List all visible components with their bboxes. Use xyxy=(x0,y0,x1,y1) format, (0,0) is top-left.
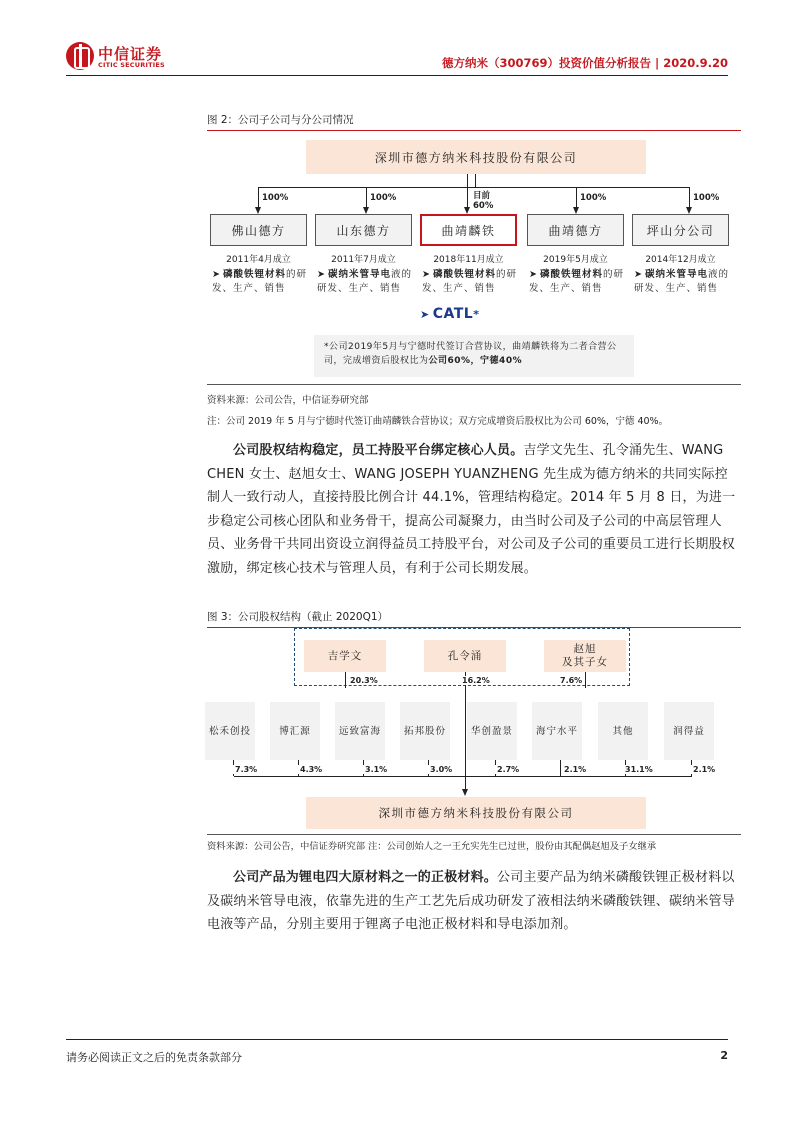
holding-pct: 20.3% xyxy=(350,676,378,685)
founding-date: 2011年7月成立 xyxy=(331,255,396,265)
connector xyxy=(345,672,346,688)
catl-logo: ➤ CATL* xyxy=(420,306,480,322)
company-box: 深圳市德方纳米科技股份有限公司 xyxy=(306,797,646,829)
arrow-down-icon xyxy=(255,207,261,214)
chevron-right-icon: ➤ xyxy=(529,269,538,280)
founding-date: 2011年4月成立 xyxy=(226,255,291,265)
business-description: ➤ 碳纳米管导电液的研发、生产、销售 xyxy=(317,269,412,294)
holding-pct: 4.3% xyxy=(300,765,323,774)
paragraph-products: 公司产品为锂电四大原材料之一的正极材料。公司主要产品为纳米磷酸铁锂正极材料以及碳纳米管导电液，依靠先进的生产工艺先后成功研发了液相法纳米磷酸铁锂、碳纳米管导电液等产品，分别主要用于锂离子电池正极材料和导电添加剂。 xyxy=(207,870,736,932)
holding-pct: 2.1% xyxy=(564,765,587,774)
paragraph-equity-structure: 公司股权结构稳定，员工持股平台绑定核心人员。吉学文先生、孔令涌先生、WANG CHEN 女士、赵旭女士、WANG JOSEPH YUANZHENG 先生成为德方纳米的共同实际控制人一致行动人，直接持股比例合计 44.1%，管理结构稳定。2014 年 5 月 8 日，为进一步稳定公司核心团队和业务骨干，提高公司凝聚力，由当时公司及子公司的中高层管理人员、业务骨干共同出资设立润得益员工持股平台，对公司及子公司的重要员工进行长期股权激励，绑定核心技术与管理人员，有利于公司长期发展。 xyxy=(207,443,736,576)
chevron-right-icon: ➤ xyxy=(420,308,430,321)
holding-pct: 2.1% xyxy=(693,765,716,774)
ownership-pct: 100% xyxy=(693,193,720,203)
subsidiary-box: 曲靖德方 xyxy=(527,214,624,246)
shareholder-box: 其他 xyxy=(598,702,648,760)
chevron-right-icon: ➤ xyxy=(634,269,643,280)
arrow-down-icon xyxy=(686,207,692,214)
connector xyxy=(560,760,561,776)
figure-divider xyxy=(207,834,741,835)
holding-pct: 3.1% xyxy=(365,765,388,774)
holding-pct: 16.2% xyxy=(462,676,490,685)
connector xyxy=(475,174,476,188)
ownership-pct: 目前 xyxy=(473,191,491,201)
connector xyxy=(258,187,259,207)
holding-pct: 3.0% xyxy=(430,765,453,774)
shareholder-box: 博汇源 xyxy=(270,702,320,760)
connector xyxy=(585,672,586,688)
business-description: ➤ 磷酸铁锂材料的研发、生产、销售 xyxy=(529,269,624,294)
founding-date: 2019年5月成立 xyxy=(543,255,608,265)
connector xyxy=(258,187,690,188)
shareholder-box: 润得益 xyxy=(664,702,714,760)
subsidiary-box: 山东德方 xyxy=(315,214,412,246)
founding-date: 2018年11月成立 xyxy=(433,255,504,265)
ownership-pct: 100% xyxy=(580,193,607,203)
page-number: 2 xyxy=(720,1049,728,1062)
logo-chinese-name: 中信证券 xyxy=(98,45,163,63)
arrow-down-icon xyxy=(363,207,369,214)
connector xyxy=(467,174,468,207)
arrow-down-icon xyxy=(464,207,470,214)
holding-pct: 31.1% xyxy=(625,765,653,774)
shareholder-box: 拓邦股份 xyxy=(400,702,450,760)
page-header xyxy=(66,38,728,76)
subsidiary-box: 佛山德方 xyxy=(210,214,307,246)
holding-pct: 2.7% xyxy=(497,765,520,774)
figure-2-footnote: 注：公司 2019 年 5 月与宁德时代签订曲靖麟铁合营协议；双方完成增资后股权比为公司 60%，宁德 40%。 xyxy=(207,416,669,427)
branch-box: 坪山分公司 xyxy=(632,214,729,246)
business-description: ➤ 磷酸铁锂材料的研发、生产、销售 xyxy=(212,269,307,294)
footer-rule xyxy=(66,1039,728,1040)
citic-logo-icon xyxy=(66,42,94,70)
controller-box: 孔令涌 xyxy=(424,640,506,672)
chevron-right-icon: ➤ xyxy=(317,269,326,280)
subsidiary-box-highlighted: 曲靖麟铁 xyxy=(420,214,517,246)
shareholder-box: 华创盈景 xyxy=(467,702,517,760)
figure-3-source: 资料来源：公司公告，中信证券研究部 注：公司创始人之一王允实先生已过世，股份由其配偶赵旭及子女继承 xyxy=(207,841,657,852)
figure-3-caption: 图 3：公司股权结构（截止 2020Q1） xyxy=(207,609,741,628)
chevron-right-icon: ➤ xyxy=(212,269,221,280)
logo-english-name: CITIC SECURITIES xyxy=(98,61,165,69)
connector xyxy=(366,187,367,207)
chevron-right-icon: ➤ xyxy=(422,269,431,280)
ownership-pct: 100% xyxy=(262,193,289,203)
arrow-down-icon xyxy=(573,207,579,214)
controller-box: 赵旭 及其子女 xyxy=(544,640,626,672)
parent-company-box: 深圳市德方纳米科技股份有限公司 xyxy=(306,140,646,174)
connector xyxy=(689,187,690,207)
figure-2-caption: 图 2：公司子公司与分公司情况 xyxy=(207,112,741,131)
joint-venture-note: *公司2019年5月与宁德时代签订合营协议，曲靖麟铁将为二者合营公司，完成增资后股权比为公司60%，宁德40% xyxy=(314,335,634,377)
shareholder-box: 远致富海 xyxy=(335,702,385,760)
business-description: ➤ 碳纳米管导电液的研发、生产、销售 xyxy=(634,269,729,294)
connector xyxy=(465,672,466,790)
ownership-pct: 60% xyxy=(473,201,494,211)
shareholder-box: 松禾创投 xyxy=(205,702,255,760)
connector xyxy=(576,187,577,207)
figure-2-source: 资料来源：公司公告，中信证券研究部 xyxy=(207,395,369,406)
business-description: ➤ 磷酸铁锂材料的研发、生产、销售 xyxy=(422,269,517,294)
shareholder-box: 海宁水平 xyxy=(532,702,582,760)
connector xyxy=(234,776,692,777)
report-title: 德方纳米（300769）投资价值分析报告 | 2020.9.20 xyxy=(442,56,728,70)
disclaimer-note: 请务必阅读正文之后的免责条款部分 xyxy=(66,1051,242,1064)
holding-pct: 7.3% xyxy=(235,765,258,774)
ownership-pct: 100% xyxy=(370,193,397,203)
founding-date: 2014年12月成立 xyxy=(645,255,716,265)
arrow-down-icon xyxy=(462,789,468,796)
holding-pct: 7.6% xyxy=(560,676,583,685)
controller-box: 吉学文 xyxy=(304,640,386,672)
figure-divider xyxy=(207,384,741,385)
citic-logo xyxy=(66,42,176,72)
